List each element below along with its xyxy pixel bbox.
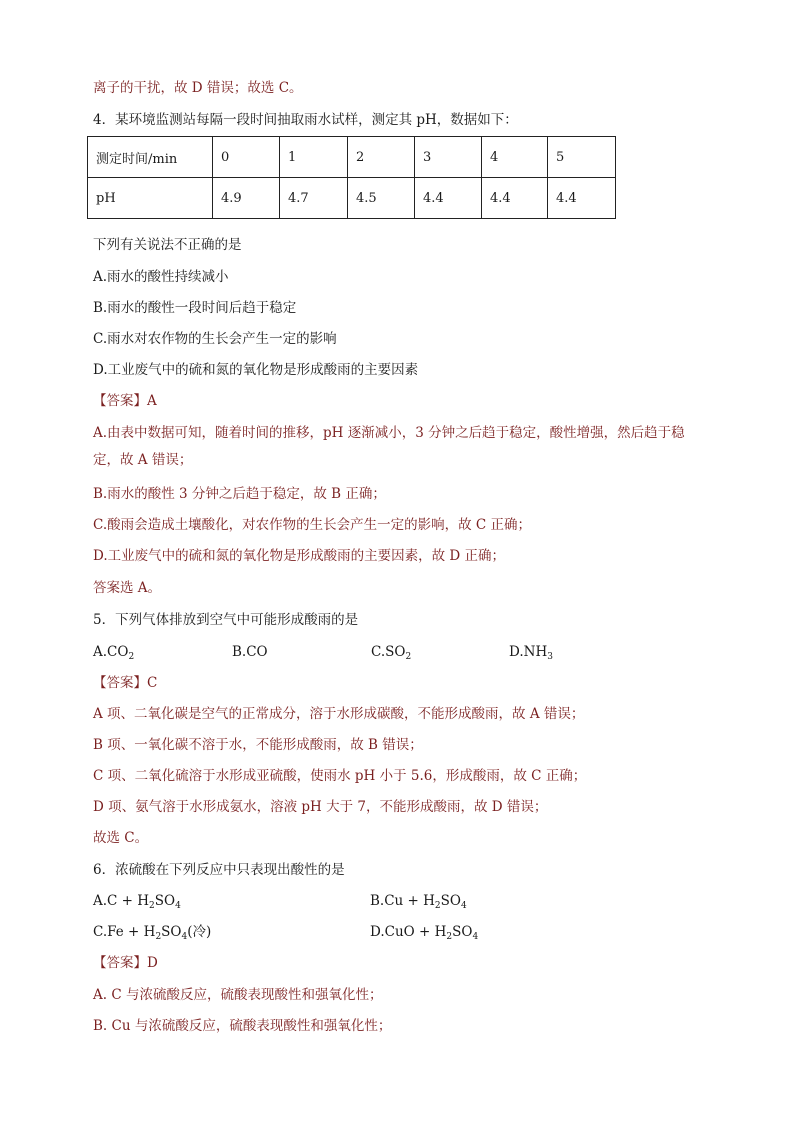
q5-question: 5．下列气体排放到空气中可能形成酸雨的是 xyxy=(93,612,359,628)
table-cell: 4.9 xyxy=(213,178,280,219)
q4-explanation-b: B.雨水的酸性 3 分钟之后趋于稳定，故 B 正确； xyxy=(93,486,386,502)
q4-option-c: C.雨水对农作物的生长会产生一定的影响 xyxy=(93,331,337,347)
q4-prompt: 下列有关说法不正确的是 xyxy=(93,237,242,253)
q4-conclusion: 答案选 A。 xyxy=(93,580,162,596)
table-row xyxy=(88,178,616,219)
q5-option-d: $D.NH_3$ xyxy=(509,644,553,662)
q6-answer: 【答案】D xyxy=(93,955,158,971)
q6-explanation-b: B. Cu 与浓硫酸反应，硫酸表现酸性和强氧化性； xyxy=(93,1018,392,1034)
table-cell: 4.4 xyxy=(415,178,482,219)
q6-option-c: $C.Fe + H_2SO_4$(冷) xyxy=(93,924,212,942)
q4-explanation-a: A.由表中数据可知，随着时间的推移，pH 逐渐减小，3 分钟之后趋于稳定，酸性增强，然后趋于稳定，故 A 错误； xyxy=(93,425,685,468)
table-cell: 2 xyxy=(348,137,415,178)
q4-question: 4．某环境监测站每隔一段时间抽取雨水试样，测定其 pH，数据如下： xyxy=(93,112,518,128)
table-cell: 3 xyxy=(415,137,482,178)
table-row xyxy=(88,137,616,178)
q6-question: 6．浓硫酸在下列反应中只表现出酸性的是 xyxy=(93,862,345,878)
q5-option-c: $C.SO_2$ xyxy=(371,644,412,662)
q4-option-a: A.雨水的酸性持续减小 xyxy=(93,269,229,285)
q4-option-b: B.雨水的酸性一段时间后趋于稳定 xyxy=(93,300,297,316)
table-cell: 5 xyxy=(548,137,616,178)
q4-explanation-c: C.酸雨会造成土壤酸化，对农作物的生长会产生一定的影响，故 C 正确； xyxy=(93,517,532,533)
table-cell: 4 xyxy=(482,137,548,178)
q5-explanation-b: B 项、一氧化碳不溶于水，不能形成酸雨，故 B 错误； xyxy=(93,737,423,753)
table-cell: 1 xyxy=(280,137,348,178)
q6-option-a: $A.C + H_2SO_4$ xyxy=(93,893,181,911)
q5-conclusion: 故选 C。 xyxy=(93,830,149,846)
q4-option-d: D.工业废气中的硫和氮的氧化物是形成酸雨的主要因素 xyxy=(93,362,419,378)
q4-answer: 【答案】A xyxy=(93,393,157,409)
table-cell: 4.5 xyxy=(348,178,415,219)
q5-option-a: $A.CO_2$ xyxy=(93,644,135,662)
q5-explanation-d: D 项、氨气溶于水形成氨水，溶液 pH 大于 7，不能形成酸雨，故 D 错误； xyxy=(93,799,548,815)
q6-option-d: $D.CuO + H_2SO_4$ xyxy=(370,924,479,942)
ph-data-table xyxy=(87,136,616,219)
continued-explanation: 离子的干扰，故 D 错误；故选 C。 xyxy=(93,80,303,96)
q6-option-b: $B.Cu + H_2SO_4$ xyxy=(370,893,467,911)
table-cell: 测定时间/min xyxy=(88,137,213,178)
table-cell: 0 xyxy=(213,137,280,178)
table-cell: 4.7 xyxy=(280,178,348,219)
q6-explanation-a: A. C 与浓硫酸反应，硫酸表现酸性和强氧化性； xyxy=(93,987,383,1003)
q5-answer: 【答案】C xyxy=(93,675,158,691)
table-cell: pH xyxy=(88,178,213,219)
q4-explanation-d: D.工业废气中的硫和氮的氧化物是形成酸雨的主要因素，故 D 正确； xyxy=(93,548,506,564)
table-cell: 4.4 xyxy=(548,178,616,219)
q5-explanation-c: C 项、二氧化硫溶于水形成亚硫酸，使雨水 pH 小于 5.6，形成酸雨，故 C 正确； xyxy=(93,768,587,784)
table-cell: 4.4 xyxy=(482,178,548,219)
q5-option-b: B.CO xyxy=(232,644,268,660)
q5-explanation-a: A 项、二氧化碳是空气的正常成分，溶于水形成碳酸，不能形成酸雨，故 A 错误； xyxy=(93,706,585,722)
